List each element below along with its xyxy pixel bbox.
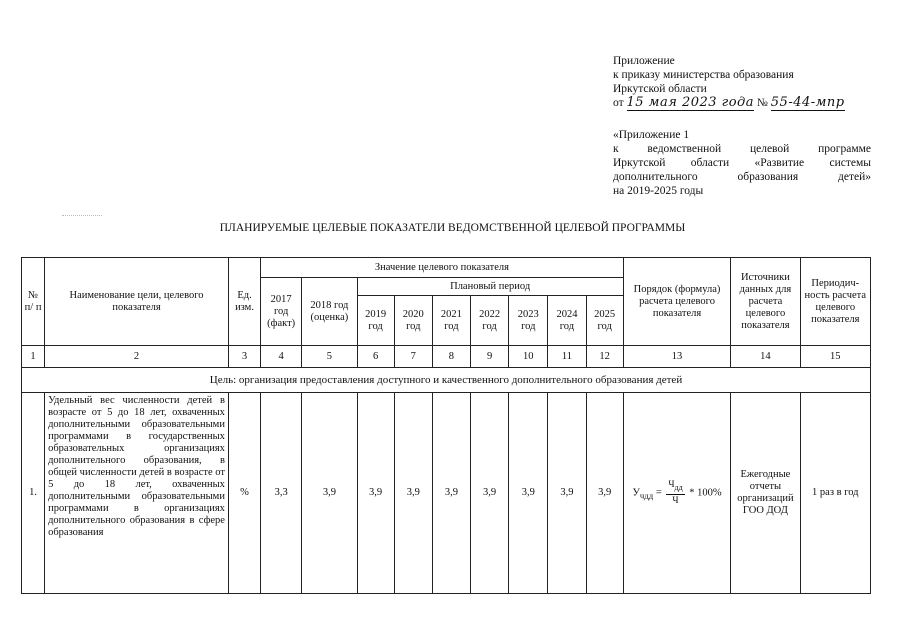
formula-lhs: У [632, 487, 640, 499]
column-number: 1 [22, 346, 45, 368]
column-number: 4 [261, 346, 302, 368]
appendix-line-1: Приложение [613, 55, 675, 67]
document-title: ПЛАНИРУЕМЫЕ ЦЕЛЕВЫЕ ПОКАЗАТЕЛИ ВЕДОМСТВЕННОЙ ЦЕЛЕВОЙ ПРОГРАММЫ [219, 222, 686, 234]
column-number: 8 [432, 346, 470, 368]
formula-num-sub: дд [674, 482, 683, 492]
row-name: Удельный вес численности детей в возрасте от 5 до 18 лет, охваченных дополнительными образовательными программами в государственных образовательных организациях дополнительного образования, в общей численности детей в возрасте от 5 до 18 лет, охваченных дополнительными образовательными программами в организациях дополнительного образования в сфере образования [45, 393, 229, 594]
header-year: 2021 год [432, 296, 470, 346]
header-plan-group: Плановый период [357, 278, 623, 296]
column-number: 9 [471, 346, 509, 368]
header-year: 2023 год [509, 296, 548, 346]
column-number: 10 [509, 346, 548, 368]
annex-line-3: Иркутской области «Развитие системы [613, 157, 871, 169]
row-value-plan: 3,9 [394, 393, 432, 594]
row-value-2018: 3,9 [302, 393, 357, 594]
formula-numerator [666, 479, 684, 495]
annex-block [613, 128, 871, 198]
row-sources: Ежегодные отчеты организаций ГОО ДОД [731, 393, 800, 594]
column-number: 3 [228, 346, 260, 368]
header-unit: Ед. изм. [228, 258, 260, 346]
header-year: 2019 год [357, 296, 394, 346]
handwritten-number: 55-44-мпр [770, 95, 845, 110]
column-number: 6 [357, 346, 394, 368]
row-unit: % [228, 393, 260, 594]
row-num: 1. [22, 393, 45, 594]
number-sign: № [756, 97, 768, 109]
formula-equals: = [655, 487, 662, 499]
row-period: 1 раз в год [800, 393, 870, 594]
formula-denominator: Ч [672, 495, 679, 506]
table-row [22, 393, 871, 594]
column-number-row [22, 346, 871, 368]
row-value-plan: 3,9 [471, 393, 509, 594]
column-number: 5 [302, 346, 357, 368]
goal-text: Цель: организация предоставления доступного и качественного дополнительного образования детей [22, 368, 871, 393]
header-year: 2025 год [586, 296, 623, 346]
annex-line-4: дополнительного образования детей» [613, 171, 871, 183]
handwritten-date: 15 мая 2023 года [626, 95, 755, 110]
goal-row [22, 368, 871, 393]
row-value-plan: 3,9 [586, 393, 623, 594]
header-2018: 2018 год (оценка) [302, 278, 357, 346]
header-year: 2022 год [471, 296, 509, 346]
header-num: № п/ п [22, 258, 45, 346]
indicators-table [21, 257, 871, 594]
scan-mark [62, 215, 102, 216]
formula-tail: * 100% [689, 487, 722, 499]
header-value-group: Значение целевого показателя [261, 258, 624, 278]
appendix-line-2: к приказу министерства образования [613, 69, 794, 81]
header-formula: Порядок (формула) расчета целевого показателя [623, 258, 730, 346]
row-value-plan: 3,9 [432, 393, 470, 594]
row-value-2017: 3,3 [261, 393, 302, 594]
annex-line-2: к ведомственной целевой программе [613, 143, 871, 155]
header-year: 2020 год [394, 296, 432, 346]
row-value-plan: 3,9 [357, 393, 394, 594]
row-value-plan: 3,9 [509, 393, 548, 594]
header-year: 2024 год [548, 296, 586, 346]
appendix-from-prefix: от [613, 97, 624, 109]
appendix-date-line [613, 96, 883, 110]
row-value-plan: 3,9 [548, 393, 586, 594]
column-number: 2 [45, 346, 229, 368]
header-sources: Источники данных для расчета целевого показателя [731, 258, 800, 346]
formula-fraction [666, 479, 684, 507]
appendix-line-3: Иркутской области [613, 83, 707, 95]
header-period: Периодич- ность расчета целевого показателя [800, 258, 870, 346]
column-number: 15 [800, 346, 870, 368]
annex-line-5: на 2019-2025 годы [613, 185, 704, 197]
formula-num-letter: Ч [668, 480, 675, 491]
appendix-block [613, 54, 883, 110]
row-formula [623, 393, 730, 594]
formula-lhs-sub: чдд [639, 490, 654, 501]
header-2017: 2017 год (факт) [261, 278, 302, 346]
column-number: 12 [586, 346, 623, 368]
column-number: 13 [623, 346, 730, 368]
annex-line-1: «Приложение 1 [613, 129, 690, 141]
column-number: 7 [394, 346, 432, 368]
column-number: 11 [548, 346, 586, 368]
header-name: Наименование цели, целевого показателя [45, 258, 229, 346]
column-number: 14 [731, 346, 800, 368]
